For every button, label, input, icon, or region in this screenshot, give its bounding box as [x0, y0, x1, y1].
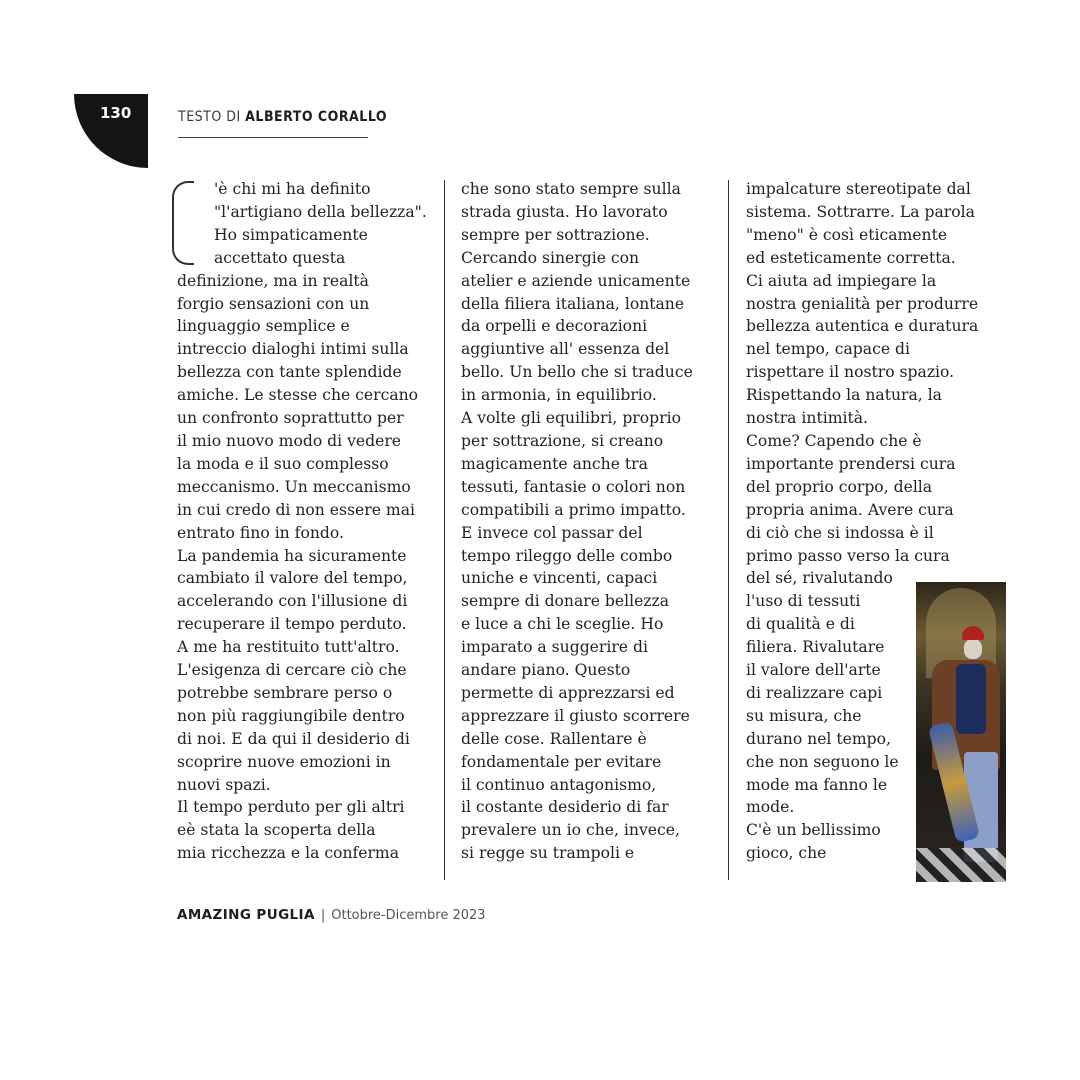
text-line: un confronto soprattutto per: [177, 409, 404, 428]
text-line: impalcature stereotipate dal: [746, 180, 971, 198]
text-line: di realizzare capi: [746, 683, 883, 702]
text-line: cambiato il valore del tempo,: [177, 569, 408, 588]
text-line: mode.: [746, 798, 795, 817]
text-line: L'esigenza di cercare ciò che: [177, 661, 407, 680]
text-line: prevalere un io che, invece,: [461, 821, 680, 840]
magazine-name: AMAZING PUGLIA: [177, 907, 315, 923]
text-line: strada giusta. Ho lavorato: [461, 202, 668, 221]
text-line: su misura, che: [746, 706, 862, 725]
text-line: Il tempo perduto per gli altri: [177, 798, 405, 817]
text-line: propria anima. Avere cura: [746, 500, 954, 519]
text-line: accettato questa: [214, 248, 346, 267]
text-line: E invece col passar del: [461, 523, 643, 542]
text-line: bellezza con tante splendide: [177, 363, 402, 382]
text-line: andare piano. Questo: [461, 661, 631, 680]
text-line: il valore dell'arte: [746, 661, 881, 680]
text-line: accelerando con l'illusione di: [177, 592, 408, 611]
text-line: il mio nuovo modo di vedere: [177, 431, 402, 450]
byline: [178, 109, 387, 125]
text-line: imparato a suggerire di: [461, 638, 648, 657]
text-line: bellezza autentica e duratura: [746, 317, 979, 336]
text-line: e luce a chi le sceglie. Ho: [461, 615, 664, 634]
fashion-photo: [916, 582, 1006, 882]
text-line: gioco, che: [746, 844, 827, 863]
text-line: Ho simpaticamente: [214, 225, 368, 244]
text-line: della filiera italiana, lontane: [461, 294, 685, 313]
text-line: A me ha restituito tutt'altro.: [177, 638, 400, 657]
text-line: recuperare il tempo perduto.: [177, 615, 407, 634]
text-line: il continuo antagonismo,: [461, 775, 657, 794]
text-line: in armonia, in equilibrio.: [461, 386, 657, 405]
text-line: tempo rileggo delle combo: [461, 546, 673, 565]
text-line: si regge su trampoli e: [461, 844, 635, 863]
text-line: primo passo verso la cura: [746, 546, 950, 565]
text-line: la moda e il suo complesso: [177, 454, 389, 473]
text-line: compatibili a primo impatto.: [461, 500, 686, 519]
text-line: forgio sensazioni con un: [177, 294, 370, 313]
text-line: in cui credo di non essere mai: [177, 500, 415, 519]
text-line: nostra intimità.: [746, 409, 868, 428]
text-line: del proprio corpo, della: [746, 477, 933, 496]
text-line: 'è chi mi ha definito: [214, 180, 371, 198]
text-line: tessuti, fantasie o colori non: [461, 477, 686, 496]
column-divider: [728, 180, 729, 880]
byline-rule: [178, 137, 368, 138]
text-line: A volte gli equilibri, proprio: [461, 409, 681, 428]
footer-separator: |: [320, 908, 326, 923]
text-line: apprezzare il giusto scorrere: [461, 706, 690, 725]
text-line: il costante desiderio di far: [461, 798, 669, 817]
article-column-1: [177, 178, 427, 865]
text-line: "l'artigiano della bellezza".: [214, 202, 427, 221]
footer: [177, 907, 486, 923]
text-line: nuovi spazi.: [177, 775, 271, 794]
text-line: Rispettando la natura, la: [746, 386, 942, 405]
text-line: Come? Capendo che è: [746, 431, 922, 450]
text-line: "meno" è così eticamente: [746, 225, 948, 244]
column-divider: [444, 180, 445, 880]
text-line: magicamente anche tra: [461, 454, 648, 473]
text-line: ed esteticamente corretta.: [746, 248, 956, 267]
text-line: atelier e aziende unicamente: [461, 271, 691, 290]
text-line: durano nel tempo,: [746, 729, 891, 748]
text-line: per sottrazione, si creano: [461, 431, 664, 450]
text-line: Ci aiuta ad impiegare la: [746, 271, 937, 290]
text-line: fondamentale per evitare: [461, 752, 662, 771]
text-line: bello. Un bello che si traduce: [461, 363, 693, 382]
text-line: linguaggio semplice e: [177, 317, 350, 336]
text-line: sistema. Sottrarre. La parola: [746, 202, 975, 221]
page-number: 130: [100, 104, 132, 122]
text-line: potrebbe sembrare perso o: [177, 683, 393, 702]
text-line: che non seguono le: [746, 752, 899, 771]
text-line: entrato fino in fondo.: [177, 523, 344, 542]
text-line: nostra genialità per produrre: [746, 294, 979, 313]
text-line: del sé, rivalutando: [746, 569, 893, 588]
text-line: definizione, ma in realtà: [177, 271, 369, 290]
byline-author: ALBERTO CORALLO: [245, 109, 388, 125]
text-line: permette di apprezzarsi ed: [461, 683, 675, 702]
text-line: aggiuntive all' essenza del: [461, 340, 670, 359]
text-line: Cercando sinergie con: [461, 248, 640, 267]
text-line: C'è un bellissimo: [746, 821, 881, 840]
text-line: filiera. Rivalutare: [746, 638, 885, 657]
text-line: di ciò che si indossa è il: [746, 523, 934, 542]
text-line: mia ricchezza e la conferma: [177, 844, 400, 863]
article-column-2: [461, 178, 723, 865]
text-line: nel tempo, capace di: [746, 340, 910, 359]
text-line: meccanismo. Un meccanismo: [177, 477, 411, 496]
text-line: l'uso di tessuti: [746, 592, 861, 611]
text-line: delle cose. Rallentare è: [461, 729, 647, 748]
text-line: sempre di donare bellezza: [461, 592, 670, 611]
text-line: non più raggiungibile dentro: [177, 706, 405, 725]
text-line: amiche. Le stesse che cercano: [177, 386, 419, 405]
text-line: sempre per sottrazione.: [461, 225, 650, 244]
text-line: che sono stato sempre sulla: [461, 180, 681, 198]
text-line: uniche e vincenti, capaci: [461, 569, 658, 588]
text-line: di noi. E da qui il desiderio di: [177, 729, 410, 748]
text-line: importante prendersi cura: [746, 454, 956, 473]
text-line: eè stata la scoperta della: [177, 821, 376, 840]
text-line: scoprire nuove emozioni in: [177, 752, 391, 771]
text-line: rispettare il nostro spazio.: [746, 363, 955, 382]
text-line: da orpelli e decorazioni: [461, 317, 648, 336]
text-line: La pandemia ha sicuramente: [177, 546, 407, 565]
text-line: di qualità e di: [746, 615, 855, 634]
text-line: intreccio dialoghi intimi sulla: [177, 340, 409, 359]
byline-prefix: TESTO DI: [178, 109, 241, 125]
issue-date: Ottobre-Dicembre 2023: [331, 908, 486, 923]
text-line: mode ma fanno le: [746, 775, 888, 794]
